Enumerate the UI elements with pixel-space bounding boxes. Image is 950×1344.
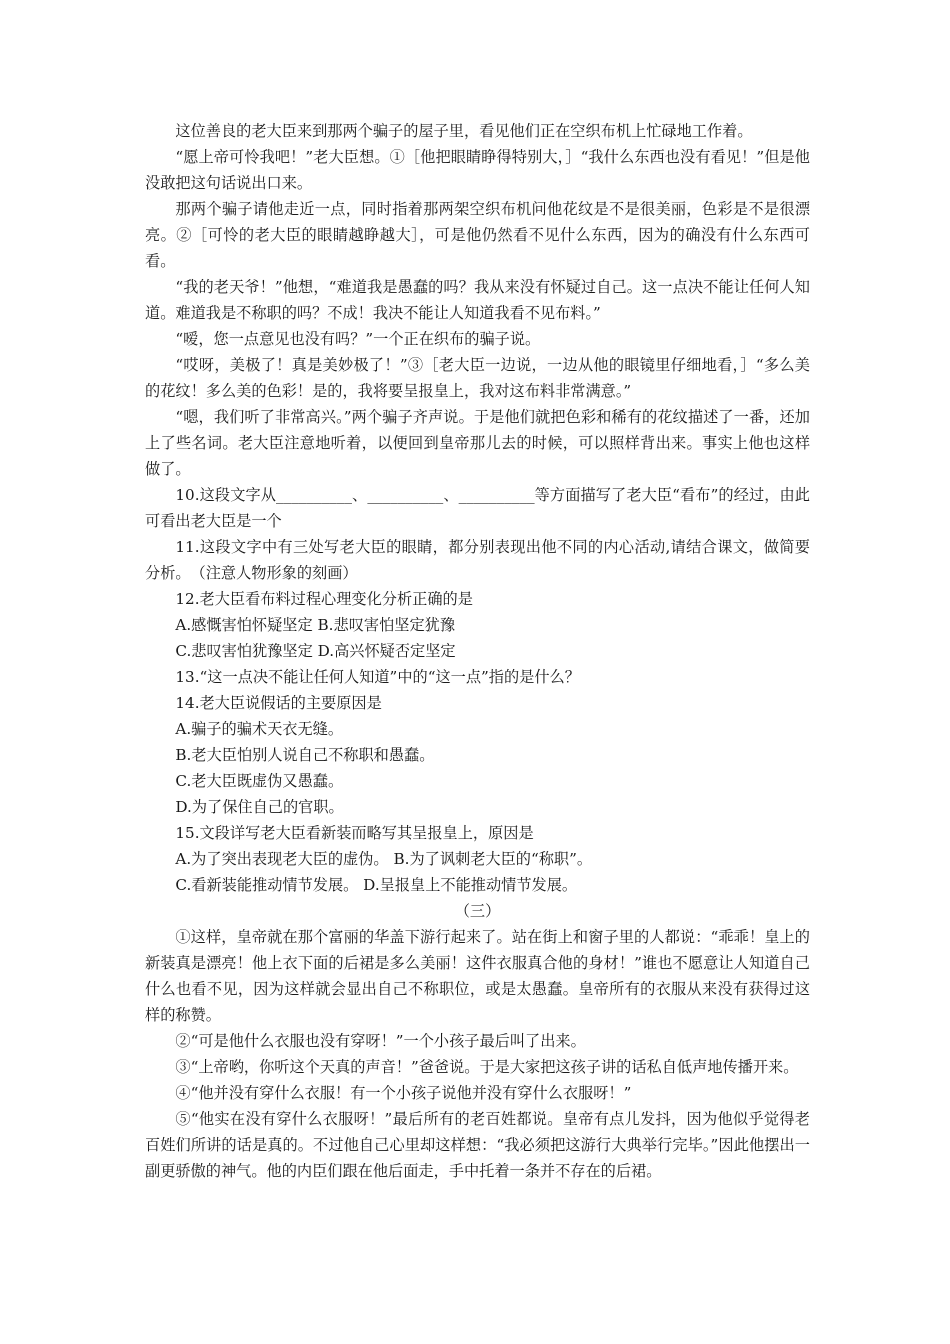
question-13: 13.“这一点决不能让任何人知道”中的“这一点”指的是什么？ bbox=[175, 668, 580, 686]
passage-paragraph: ⑤“他实在没有穿什么衣服呀！”最后所有的老百姓都说。皇帝有点儿发抖，因为他似乎觉得老百姓们所讲的话是真的。不过他自己心里却这样想：“我必须把这游行大典举行完毕。”因此他摆出一副更骄傲的神气。他的内臣们跟在他后面走，手中托着一条并不存在的后裙。 bbox=[145, 1110, 810, 1180]
question-14: 14.老大臣说假话的主要原因是 bbox=[175, 694, 382, 712]
passage-section-3 bbox=[145, 898, 810, 1184]
section-heading: （三） bbox=[454, 902, 501, 920]
passage-paragraph: “哎呀，美极了！真是美妙极了！”③［老大臣一边说，一边从他的眼镜里仔细地看，］“多么美的花纹！多么美的色彩！是的，我将要呈报皇上，我对这布料非常满意。” bbox=[145, 356, 810, 400]
passage-paragraph: ①这样，皇帝就在那个富丽的华盖下游行起来了。站在街上和窗子里的人都说：“乖乖！皇上的新装真是漂亮！他上衣下面的后裙是多么美丽！这件衣服真合他的身材！”谁也不愿意让人知道自己什么也看不见，因为这样就会显出自己不称职位，或是太愚蠢。皇帝所有的衣服从来没有获得过这样的称赞。 bbox=[145, 928, 810, 1024]
passage-paragraph: “我的老天爷！”他想，“难道我是愚蠢的吗？我从来没有怀疑过自己。这一点决不能让任何人知道。难道我是不称职的吗？不成！我决不能让人知道我看不见布料。” bbox=[145, 278, 810, 322]
question-14-option-b: B.老大臣怕别人说自己不称职和愚蠢。 bbox=[175, 746, 435, 764]
question-12: 12.老大臣看布料过程心理变化分析正确的是 bbox=[175, 590, 473, 608]
passage-paragraph: ②“可是他什么衣服也没有穿呀！”一个小孩子最后叫了出来。 bbox=[175, 1032, 586, 1050]
passage-paragraph: “嗳，您一点意见也没有吗？”一个正在织布的骗子说。 bbox=[175, 330, 541, 348]
question-14-option-c: C.老大臣既虚伪又愚蠢。 bbox=[175, 772, 344, 790]
passage-paragraph: 这位善良的老大臣来到那两个骗子的屋子里，看见他们正在空织布机上忙碌地工作着。 bbox=[175, 122, 753, 140]
passage-paragraph: “愿上帝可怜我吧！”老大臣想。①［他把眼睛睁得特别大，］“我什么东西也没有看见！”但是他没敢把这句话说出口来。 bbox=[145, 148, 810, 192]
question-12-options-ab: A.感慨害怕怀疑坚定 B.悲叹害怕坚定犹豫 bbox=[175, 616, 456, 634]
question-14-option-a: A.骗子的骗术天衣无缝。 bbox=[175, 720, 344, 738]
passage-paragraph: ③“上帝哟，你听这个天真的声音！”爸爸说。于是大家把这孩子讲的话私自低声地传播开来。 bbox=[175, 1058, 799, 1076]
question-15-options-cd: C.看新装能推动情节发展。 D.呈报皇上不能推动情节发展。 bbox=[175, 876, 578, 894]
document-page bbox=[145, 118, 810, 1184]
passage-paragraph: 那两个骗子请他走近一点，同时指着那两架空织布机问他花纹是不是很美丽，色彩是不是很漂亮。②［可怜的老大臣的眼睛越睁越大］，可是他仍然看不见什么东西，因为的确没有什么东西可看。 bbox=[145, 200, 810, 270]
question-10: 10.这段文字从__________、__________、__________等方面描写了老大臣“看布”的经过，由此可看出老大臣是一个 bbox=[145, 486, 810, 530]
question-15: 15.文段详写老大臣看新装而略写其呈报皇上，原因是 bbox=[175, 824, 534, 842]
question-14-option-d: D.为了保住自己的官职。 bbox=[175, 798, 344, 816]
question-12-options-cd: C.悲叹害怕犹豫坚定 D.高兴怀疑否定坚定 bbox=[175, 642, 456, 660]
passage-paragraph: ④“他并没有穿什么衣服！有一个小孩子说他并没有穿什么衣服呀！” bbox=[175, 1084, 632, 1102]
passage-paragraph: “嗯，我们听了非常高兴。”两个骗子齐声说。于是他们就把色彩和稀有的花纹描述了一番，还加上了些名词。老大臣注意地听着，以便回到皇帝那儿去的时候，可以照样背出来。事实上他也这样做了。 bbox=[145, 408, 810, 478]
question-15-options-ab: A.为了突出表现老大臣的虚伪。 B.为了讽刺老大臣的“称职”。 bbox=[175, 850, 593, 868]
question-list bbox=[145, 482, 810, 898]
passage-section-2 bbox=[145, 118, 810, 482]
question-11: 11.这段文字中有三处写老大臣的眼睛，都分别表现出他不同的内心活动,请结合课文，做简要分析。 （注意人物形象的刻画） bbox=[145, 538, 810, 582]
